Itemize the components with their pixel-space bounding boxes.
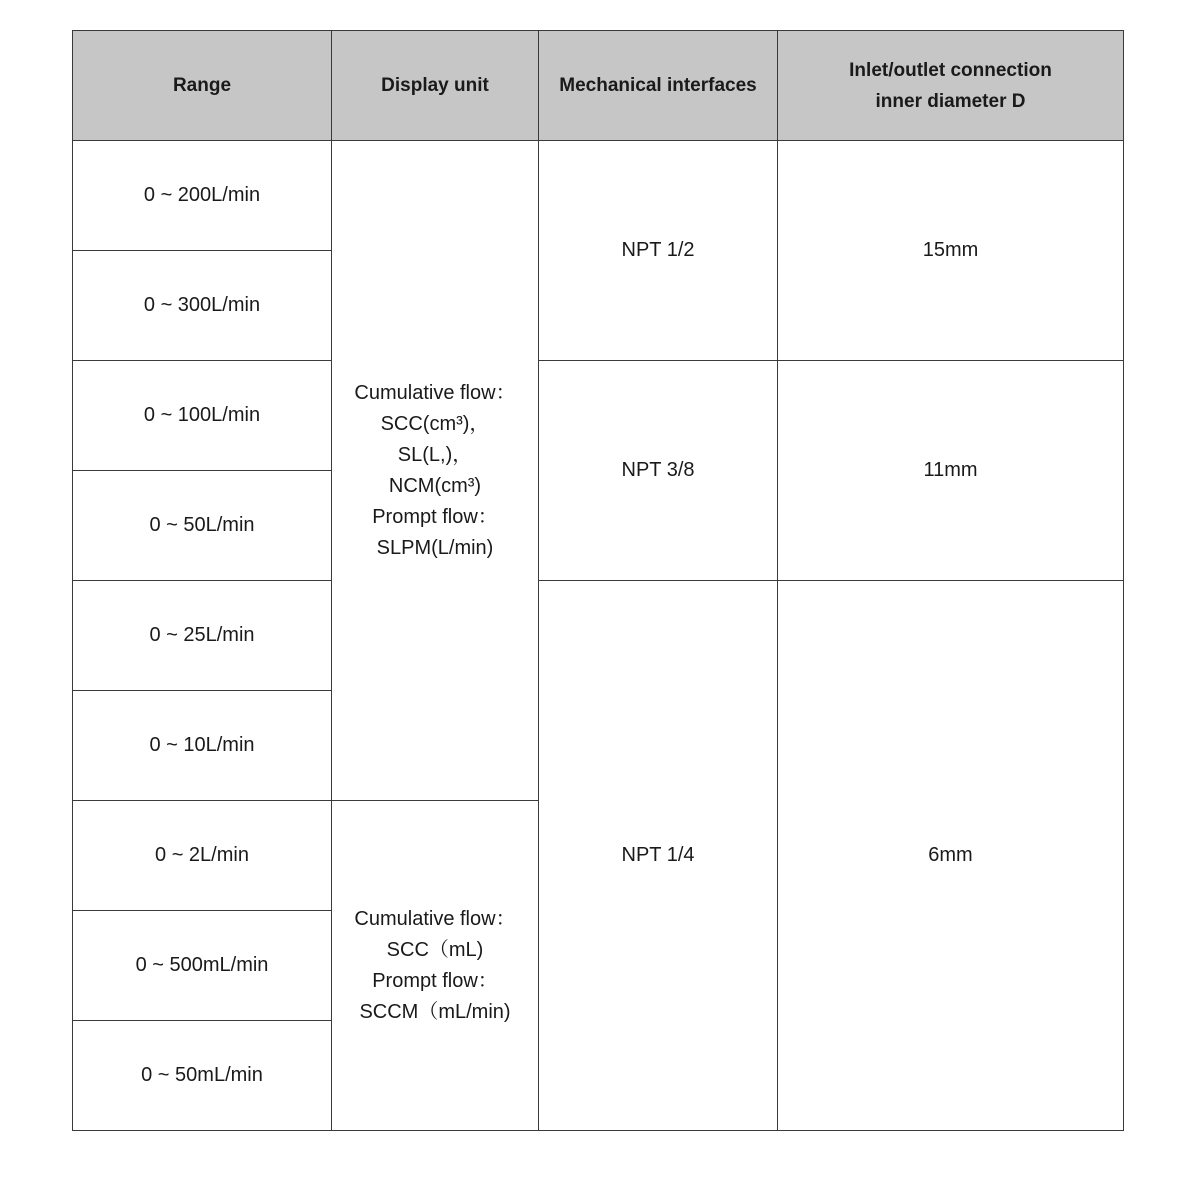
range-cell: 0 ~ 100L/min bbox=[73, 361, 332, 471]
display-unit-line: SCC（mL) bbox=[386, 938, 484, 961]
display-unit-cell bbox=[332, 141, 539, 801]
display-unit-line: SLPM(L/min) bbox=[376, 536, 494, 559]
header-row bbox=[73, 31, 1124, 141]
display-unit-cell bbox=[332, 801, 539, 1131]
header-inner-diameter-line1: Inlet/outlet connection bbox=[849, 59, 1052, 81]
range-cell: 0 ~ 200L/min bbox=[73, 141, 332, 251]
inner-diameter-cell: 11mm bbox=[778, 361, 1124, 581]
display-unit-line: NCM(cm³) bbox=[388, 474, 482, 497]
range-cell: 0 ~ 300L/min bbox=[73, 251, 332, 361]
display-unit-line: Prompt flow： bbox=[372, 969, 498, 992]
inner-diameter-cell: 6mm bbox=[778, 581, 1124, 1131]
range-cell: 0 ~ 2L/min bbox=[73, 801, 332, 911]
header-range: Range bbox=[73, 31, 332, 141]
display-unit-line: Prompt flow： bbox=[372, 505, 498, 528]
display-unit-line: SL(L,)， bbox=[397, 443, 473, 466]
mechanical-interface-cell: NPT 1/2 bbox=[539, 141, 778, 361]
display-unit-line: SCCM（mL/min) bbox=[359, 1000, 511, 1023]
range-cell: 0 ~ 10L/min bbox=[73, 691, 332, 801]
table-row bbox=[73, 581, 1124, 691]
table-row bbox=[73, 361, 1124, 471]
range-cell: 0 ~ 25L/min bbox=[73, 581, 332, 691]
display-unit-line: SCC(cm³)， bbox=[380, 412, 490, 435]
range-cell: 0 ~ 50mL/min bbox=[73, 1021, 332, 1131]
range-cell: 0 ~ 500mL/min bbox=[73, 911, 332, 1021]
mechanical-interface-cell: NPT 3/8 bbox=[539, 361, 778, 581]
range-cell: 0 ~ 50L/min bbox=[73, 471, 332, 581]
header-inner-diameter bbox=[778, 31, 1124, 141]
header-mechanical-interfaces: Mechanical interfaces bbox=[539, 31, 778, 141]
specification-table bbox=[72, 30, 1124, 1131]
inner-diameter-cell: 15mm bbox=[778, 141, 1124, 361]
mechanical-interface-cell: NPT 1/4 bbox=[539, 581, 778, 1131]
display-unit-line: Cumulative flow： bbox=[354, 381, 516, 404]
table-row bbox=[73, 141, 1124, 251]
header-inner-diameter-line2: inner diameter D bbox=[875, 90, 1026, 112]
header-display-unit: Display unit bbox=[332, 31, 539, 141]
display-unit-line: Cumulative flow： bbox=[354, 907, 516, 930]
